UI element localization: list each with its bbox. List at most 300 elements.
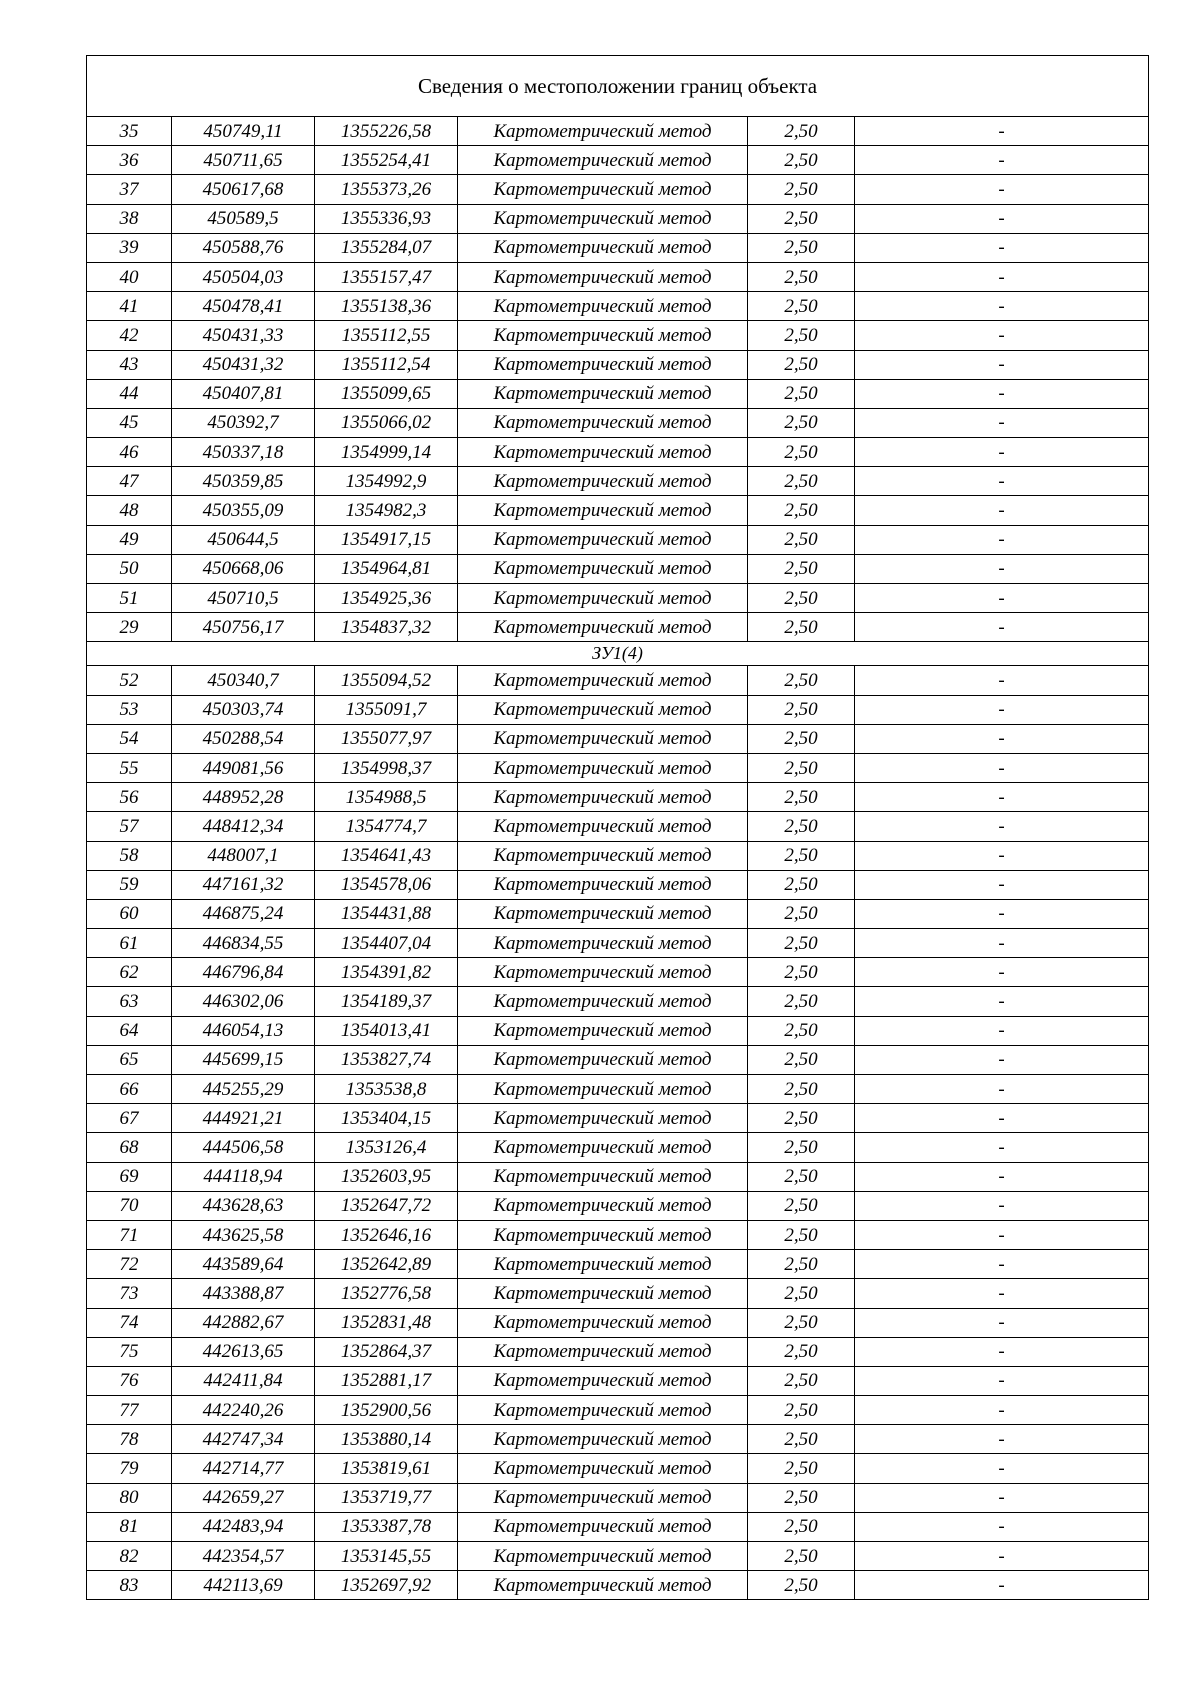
table-row (87, 408, 1149, 437)
determination-method: Картометрический метод (458, 146, 748, 175)
table-row (87, 204, 1149, 233)
coordinate-y: 1353126,4 (315, 1133, 458, 1162)
coordinate-y: 1353819,61 (315, 1454, 458, 1483)
point-number: 65 (87, 1045, 172, 1074)
accuracy-value: 2,50 (748, 1483, 855, 1512)
table-row (87, 1308, 1149, 1337)
coordinate-x: 450588,76 (172, 233, 315, 262)
table-row (87, 1104, 1149, 1133)
point-number: 50 (87, 554, 172, 583)
coordinate-y: 1353827,74 (315, 1045, 458, 1074)
accuracy-value: 2,50 (748, 1454, 855, 1483)
note-cell: - (855, 1279, 1149, 1308)
note-cell: - (855, 554, 1149, 583)
coordinate-y: 1354992,9 (315, 467, 458, 496)
determination-method: Картометрический метод (458, 584, 748, 613)
coordinate-x: 446302,06 (172, 987, 315, 1016)
accuracy-value: 2,50 (748, 262, 855, 291)
coordinate-x: 443388,87 (172, 1279, 315, 1308)
section-header-row (87, 642, 1149, 666)
coordinate-y: 1354925,36 (315, 584, 458, 613)
accuracy-value: 2,50 (748, 899, 855, 928)
coordinate-y: 1355157,47 (315, 262, 458, 291)
table-row (87, 292, 1149, 321)
table-row (87, 1250, 1149, 1279)
note-cell: - (855, 783, 1149, 812)
coordinate-x: 442613,65 (172, 1337, 315, 1366)
table-row (87, 695, 1149, 724)
determination-method: Картометрический метод (458, 438, 748, 467)
coordinate-y: 1352646,16 (315, 1220, 458, 1249)
accuracy-value: 2,50 (748, 292, 855, 321)
point-number: 49 (87, 525, 172, 554)
coordinate-y: 1355099,65 (315, 379, 458, 408)
point-number: 40 (87, 262, 172, 291)
determination-method: Картометрический метод (458, 1133, 748, 1162)
coordinate-y: 1355373,26 (315, 175, 458, 204)
accuracy-value: 2,50 (748, 1425, 855, 1454)
coordinate-x: 446834,55 (172, 929, 315, 958)
note-cell: - (855, 292, 1149, 321)
determination-method: Картометрический метод (458, 1162, 748, 1191)
point-number: 70 (87, 1191, 172, 1220)
table-row (87, 1571, 1149, 1600)
coordinate-x: 450288,54 (172, 724, 315, 753)
coordinate-x: 444506,58 (172, 1133, 315, 1162)
coordinate-x: 450668,06 (172, 554, 315, 583)
point-number: 58 (87, 841, 172, 870)
coordinate-x: 442483,94 (172, 1512, 315, 1541)
coordinate-y: 1352881,17 (315, 1366, 458, 1395)
note-cell: - (855, 496, 1149, 525)
note-cell: - (855, 1250, 1149, 1279)
determination-method: Картометрический метод (458, 1396, 748, 1425)
point-number: 54 (87, 724, 172, 753)
table-row (87, 175, 1149, 204)
accuracy-value: 2,50 (748, 496, 855, 525)
point-number: 51 (87, 584, 172, 613)
table-row (87, 958, 1149, 987)
point-number: 62 (87, 958, 172, 987)
determination-method: Картометрический метод (458, 1425, 748, 1454)
coordinate-y: 1353880,14 (315, 1425, 458, 1454)
table-row (87, 379, 1149, 408)
point-number: 42 (87, 321, 172, 350)
coordinate-y: 1354578,06 (315, 870, 458, 899)
coordinate-y: 1353387,78 (315, 1512, 458, 1541)
coordinate-y: 1355094,52 (315, 666, 458, 695)
determination-method: Картометрический метод (458, 321, 748, 350)
determination-method: Картометрический метод (458, 554, 748, 583)
table-row (87, 1279, 1149, 1308)
table-row (87, 1075, 1149, 1104)
accuracy-value: 2,50 (748, 1512, 855, 1541)
note-cell: - (855, 117, 1149, 146)
coordinate-y: 1352831,48 (315, 1308, 458, 1337)
point-number: 74 (87, 1308, 172, 1337)
determination-method: Картометрический метод (458, 1191, 748, 1220)
determination-method: Картометрический метод (458, 496, 748, 525)
table-row (87, 724, 1149, 753)
coordinate-x: 450617,68 (172, 175, 315, 204)
point-number: 55 (87, 753, 172, 782)
coordinate-x: 450478,41 (172, 292, 315, 321)
accuracy-value: 2,50 (748, 408, 855, 437)
coordinate-x: 444118,94 (172, 1162, 315, 1191)
coordinate-x: 442354,57 (172, 1542, 315, 1571)
coordinate-x: 450355,09 (172, 496, 315, 525)
coordinate-x: 443625,58 (172, 1220, 315, 1249)
determination-method: Картометрический метод (458, 1250, 748, 1279)
point-number: 69 (87, 1162, 172, 1191)
coordinate-y: 1353404,15 (315, 1104, 458, 1133)
point-number: 83 (87, 1571, 172, 1600)
table-row (87, 783, 1149, 812)
point-number: 39 (87, 233, 172, 262)
determination-method: Картометрический метод (458, 929, 748, 958)
note-cell: - (855, 724, 1149, 753)
coordinate-x: 450392,7 (172, 408, 315, 437)
point-number: 78 (87, 1425, 172, 1454)
coordinate-x: 446054,13 (172, 1016, 315, 1045)
point-number: 66 (87, 1075, 172, 1104)
coordinate-x: 450749,11 (172, 117, 315, 146)
coordinate-x: 445699,15 (172, 1045, 315, 1074)
coordinate-x: 450340,7 (172, 666, 315, 695)
table-row (87, 1542, 1149, 1571)
coordinate-y: 1354998,37 (315, 753, 458, 782)
accuracy-value: 2,50 (748, 554, 855, 583)
coordinate-x: 443628,63 (172, 1191, 315, 1220)
determination-method: Картометрический метод (458, 899, 748, 928)
point-number: 63 (87, 987, 172, 1016)
coordinate-x: 450589,5 (172, 204, 315, 233)
point-number: 82 (87, 1542, 172, 1571)
coordinate-y: 1354774,7 (315, 812, 458, 841)
point-number: 46 (87, 438, 172, 467)
coordinate-y: 1352864,37 (315, 1337, 458, 1366)
note-cell: - (855, 1308, 1149, 1337)
table-row (87, 146, 1149, 175)
table-row (87, 117, 1149, 146)
table-row (87, 1454, 1149, 1483)
coordinate-y: 1354407,04 (315, 929, 458, 958)
table-row (87, 438, 1149, 467)
table-row (87, 350, 1149, 379)
determination-method: Картометрический метод (458, 987, 748, 1016)
accuracy-value: 2,50 (748, 1571, 855, 1600)
accuracy-value: 2,50 (748, 812, 855, 841)
coordinate-y: 1355112,55 (315, 321, 458, 350)
coordinate-x: 442714,77 (172, 1454, 315, 1483)
coordinate-y: 1353145,55 (315, 1542, 458, 1571)
point-number: 44 (87, 379, 172, 408)
accuracy-value: 2,50 (748, 1279, 855, 1308)
table-row (87, 929, 1149, 958)
note-cell: - (855, 1571, 1149, 1600)
accuracy-value: 2,50 (748, 1016, 855, 1045)
note-cell: - (855, 525, 1149, 554)
accuracy-value: 2,50 (748, 1542, 855, 1571)
coordinate-y: 1355066,02 (315, 408, 458, 437)
accuracy-value: 2,50 (748, 438, 855, 467)
accuracy-value: 2,50 (748, 350, 855, 379)
accuracy-value: 2,50 (748, 233, 855, 262)
determination-method: Картометрический метод (458, 292, 748, 321)
accuracy-value: 2,50 (748, 204, 855, 233)
coordinate-y: 1354189,37 (315, 987, 458, 1016)
point-number: 48 (87, 496, 172, 525)
coordinate-x: 442659,27 (172, 1483, 315, 1512)
accuracy-value: 2,50 (748, 613, 855, 642)
coordinate-y: 1354391,82 (315, 958, 458, 987)
accuracy-value: 2,50 (748, 1075, 855, 1104)
accuracy-value: 2,50 (748, 753, 855, 782)
determination-method: Картометрический метод (458, 783, 748, 812)
determination-method: Картометрический метод (458, 1220, 748, 1249)
point-number: 36 (87, 146, 172, 175)
note-cell: - (855, 467, 1149, 496)
note-cell: - (855, 584, 1149, 613)
determination-method: Картометрический метод (458, 958, 748, 987)
point-number: 47 (87, 467, 172, 496)
coordinate-y: 1354431,88 (315, 899, 458, 928)
accuracy-value: 2,50 (748, 1396, 855, 1425)
determination-method: Картометрический метод (458, 1045, 748, 1074)
note-cell: - (855, 438, 1149, 467)
determination-method: Картометрический метод (458, 1279, 748, 1308)
coordinate-x: 450431,33 (172, 321, 315, 350)
note-cell: - (855, 350, 1149, 379)
point-number: 53 (87, 695, 172, 724)
coordinate-x: 450504,03 (172, 262, 315, 291)
coordinate-x: 448952,28 (172, 783, 315, 812)
accuracy-value: 2,50 (748, 987, 855, 1016)
point-number: 67 (87, 1104, 172, 1133)
point-number: 71 (87, 1220, 172, 1249)
accuracy-value: 2,50 (748, 666, 855, 695)
point-number: 60 (87, 899, 172, 928)
coordinate-y: 1353719,77 (315, 1483, 458, 1512)
note-cell: - (855, 408, 1149, 437)
table-row (87, 1483, 1149, 1512)
determination-method: Картометрический метод (458, 350, 748, 379)
accuracy-value: 2,50 (748, 175, 855, 204)
note-cell: - (855, 1396, 1149, 1425)
note-cell: - (855, 1483, 1149, 1512)
accuracy-value: 2,50 (748, 870, 855, 899)
note-cell: - (855, 146, 1149, 175)
accuracy-value: 2,50 (748, 1104, 855, 1133)
coordinate-y: 1352900,56 (315, 1396, 458, 1425)
table-row (87, 1425, 1149, 1454)
note-cell: - (855, 929, 1149, 958)
table-row (87, 233, 1149, 262)
coordinate-x: 450711,65 (172, 146, 315, 175)
determination-method: Картометрический метод (458, 175, 748, 204)
note-cell: - (855, 1191, 1149, 1220)
table-row (87, 899, 1149, 928)
accuracy-value: 2,50 (748, 695, 855, 724)
note-cell: - (855, 870, 1149, 899)
note-cell: - (855, 1016, 1149, 1045)
determination-method: Картометрический метод (458, 1104, 748, 1133)
determination-method: Картометрический метод (458, 233, 748, 262)
coordinate-y: 1355226,58 (315, 117, 458, 146)
determination-method: Картометрический метод (458, 1483, 748, 1512)
point-number: 59 (87, 870, 172, 899)
note-cell: - (855, 753, 1149, 782)
determination-method: Картометрический метод (458, 812, 748, 841)
determination-method: Картометрический метод (458, 408, 748, 437)
determination-method: Картометрический метод (458, 695, 748, 724)
accuracy-value: 2,50 (748, 929, 855, 958)
coordinate-x: 450407,81 (172, 379, 315, 408)
determination-method: Картометрический метод (458, 262, 748, 291)
note-cell: - (855, 1454, 1149, 1483)
note-cell: - (855, 1542, 1149, 1571)
point-number: 38 (87, 204, 172, 233)
table-row (87, 554, 1149, 583)
accuracy-value: 2,50 (748, 1045, 855, 1074)
coordinate-x: 442882,67 (172, 1308, 315, 1337)
determination-method: Картометрический метод (458, 117, 748, 146)
coordinate-y: 1355336,93 (315, 204, 458, 233)
table-row (87, 613, 1149, 642)
coordinate-y: 1354837,32 (315, 613, 458, 642)
accuracy-value: 2,50 (748, 1162, 855, 1191)
coordinate-y: 1352603,95 (315, 1162, 458, 1191)
determination-method: Картометрический метод (458, 841, 748, 870)
determination-method: Картометрический метод (458, 204, 748, 233)
coordinate-y: 1354013,41 (315, 1016, 458, 1045)
determination-method: Картометрический метод (458, 1366, 748, 1395)
table-body (87, 56, 1149, 1600)
accuracy-value: 2,50 (748, 146, 855, 175)
table-row (87, 870, 1149, 899)
table-row (87, 262, 1149, 291)
note-cell: - (855, 666, 1149, 695)
point-number: 41 (87, 292, 172, 321)
note-cell: - (855, 204, 1149, 233)
coordinate-x: 449081,56 (172, 753, 315, 782)
table-row (87, 1396, 1149, 1425)
accuracy-value: 2,50 (748, 1191, 855, 1220)
coordinate-y: 1353538,8 (315, 1075, 458, 1104)
determination-method: Картометрический метод (458, 1571, 748, 1600)
accuracy-value: 2,50 (748, 958, 855, 987)
note-cell: - (855, 1337, 1149, 1366)
coordinate-y: 1355077,97 (315, 724, 458, 753)
point-number: 68 (87, 1133, 172, 1162)
coordinate-x: 443589,64 (172, 1250, 315, 1279)
coordinate-x: 442411,84 (172, 1366, 315, 1395)
table-row (87, 496, 1149, 525)
document-page (86, 55, 1148, 1600)
coordinate-y: 1355138,36 (315, 292, 458, 321)
table-row (87, 1162, 1149, 1191)
accuracy-value: 2,50 (748, 1220, 855, 1249)
note-cell: - (855, 321, 1149, 350)
point-number: 37 (87, 175, 172, 204)
table-row (87, 812, 1149, 841)
note-cell: - (855, 958, 1149, 987)
table-row (87, 1016, 1149, 1045)
determination-method: Картометрический метод (458, 1075, 748, 1104)
point-number: 75 (87, 1337, 172, 1366)
note-cell: - (855, 1133, 1149, 1162)
table-row (87, 841, 1149, 870)
point-number: 35 (87, 117, 172, 146)
determination-method: Картометрический метод (458, 870, 748, 899)
determination-method: Картометрический метод (458, 1542, 748, 1571)
accuracy-value: 2,50 (748, 525, 855, 554)
determination-method: Картометрический метод (458, 467, 748, 496)
note-cell: - (855, 841, 1149, 870)
determination-method: Картометрический метод (458, 1337, 748, 1366)
boundary-coordinates-table (86, 55, 1149, 1600)
coordinate-y: 1355284,07 (315, 233, 458, 262)
coordinate-y: 1354964,81 (315, 554, 458, 583)
coordinate-y: 1352776,58 (315, 1279, 458, 1308)
section-label: ЗУ1(4) (87, 642, 1149, 666)
point-number: 52 (87, 666, 172, 695)
table-row (87, 1366, 1149, 1395)
point-number: 76 (87, 1366, 172, 1395)
coordinate-x: 450710,5 (172, 584, 315, 613)
coordinate-x: 448007,1 (172, 841, 315, 870)
table-row (87, 666, 1149, 695)
coordinate-x: 442240,26 (172, 1396, 315, 1425)
coordinate-y: 1352642,89 (315, 1250, 458, 1279)
table-row (87, 1337, 1149, 1366)
table-row (87, 1133, 1149, 1162)
table-row (87, 467, 1149, 496)
table-row (87, 1045, 1149, 1074)
table-row (87, 1191, 1149, 1220)
coordinate-y: 1355091,7 (315, 695, 458, 724)
coordinate-x: 450359,85 (172, 467, 315, 496)
point-number: 61 (87, 929, 172, 958)
coordinate-x: 450756,17 (172, 613, 315, 642)
note-cell: - (855, 899, 1149, 928)
note-cell: - (855, 379, 1149, 408)
note-cell: - (855, 1045, 1149, 1074)
accuracy-value: 2,50 (748, 321, 855, 350)
coordinate-x: 442113,69 (172, 1571, 315, 1600)
note-cell: - (855, 1220, 1149, 1249)
coordinate-x: 447161,32 (172, 870, 315, 899)
note-cell: - (855, 1075, 1149, 1104)
accuracy-value: 2,50 (748, 1133, 855, 1162)
point-number: 73 (87, 1279, 172, 1308)
note-cell: - (855, 613, 1149, 642)
coordinate-x: 450431,32 (172, 350, 315, 379)
note-cell: - (855, 1425, 1149, 1454)
table-title-row (87, 56, 1149, 117)
determination-method: Картометрический метод (458, 1512, 748, 1541)
accuracy-value: 2,50 (748, 467, 855, 496)
point-number: 57 (87, 812, 172, 841)
determination-method: Картометрический метод (458, 379, 748, 408)
point-number: 72 (87, 1250, 172, 1279)
point-number: 45 (87, 408, 172, 437)
note-cell: - (855, 233, 1149, 262)
coordinate-x: 446796,84 (172, 958, 315, 987)
table-row (87, 321, 1149, 350)
table-title: Сведения о местоположении границ объекта (87, 56, 1149, 117)
point-number: 43 (87, 350, 172, 379)
